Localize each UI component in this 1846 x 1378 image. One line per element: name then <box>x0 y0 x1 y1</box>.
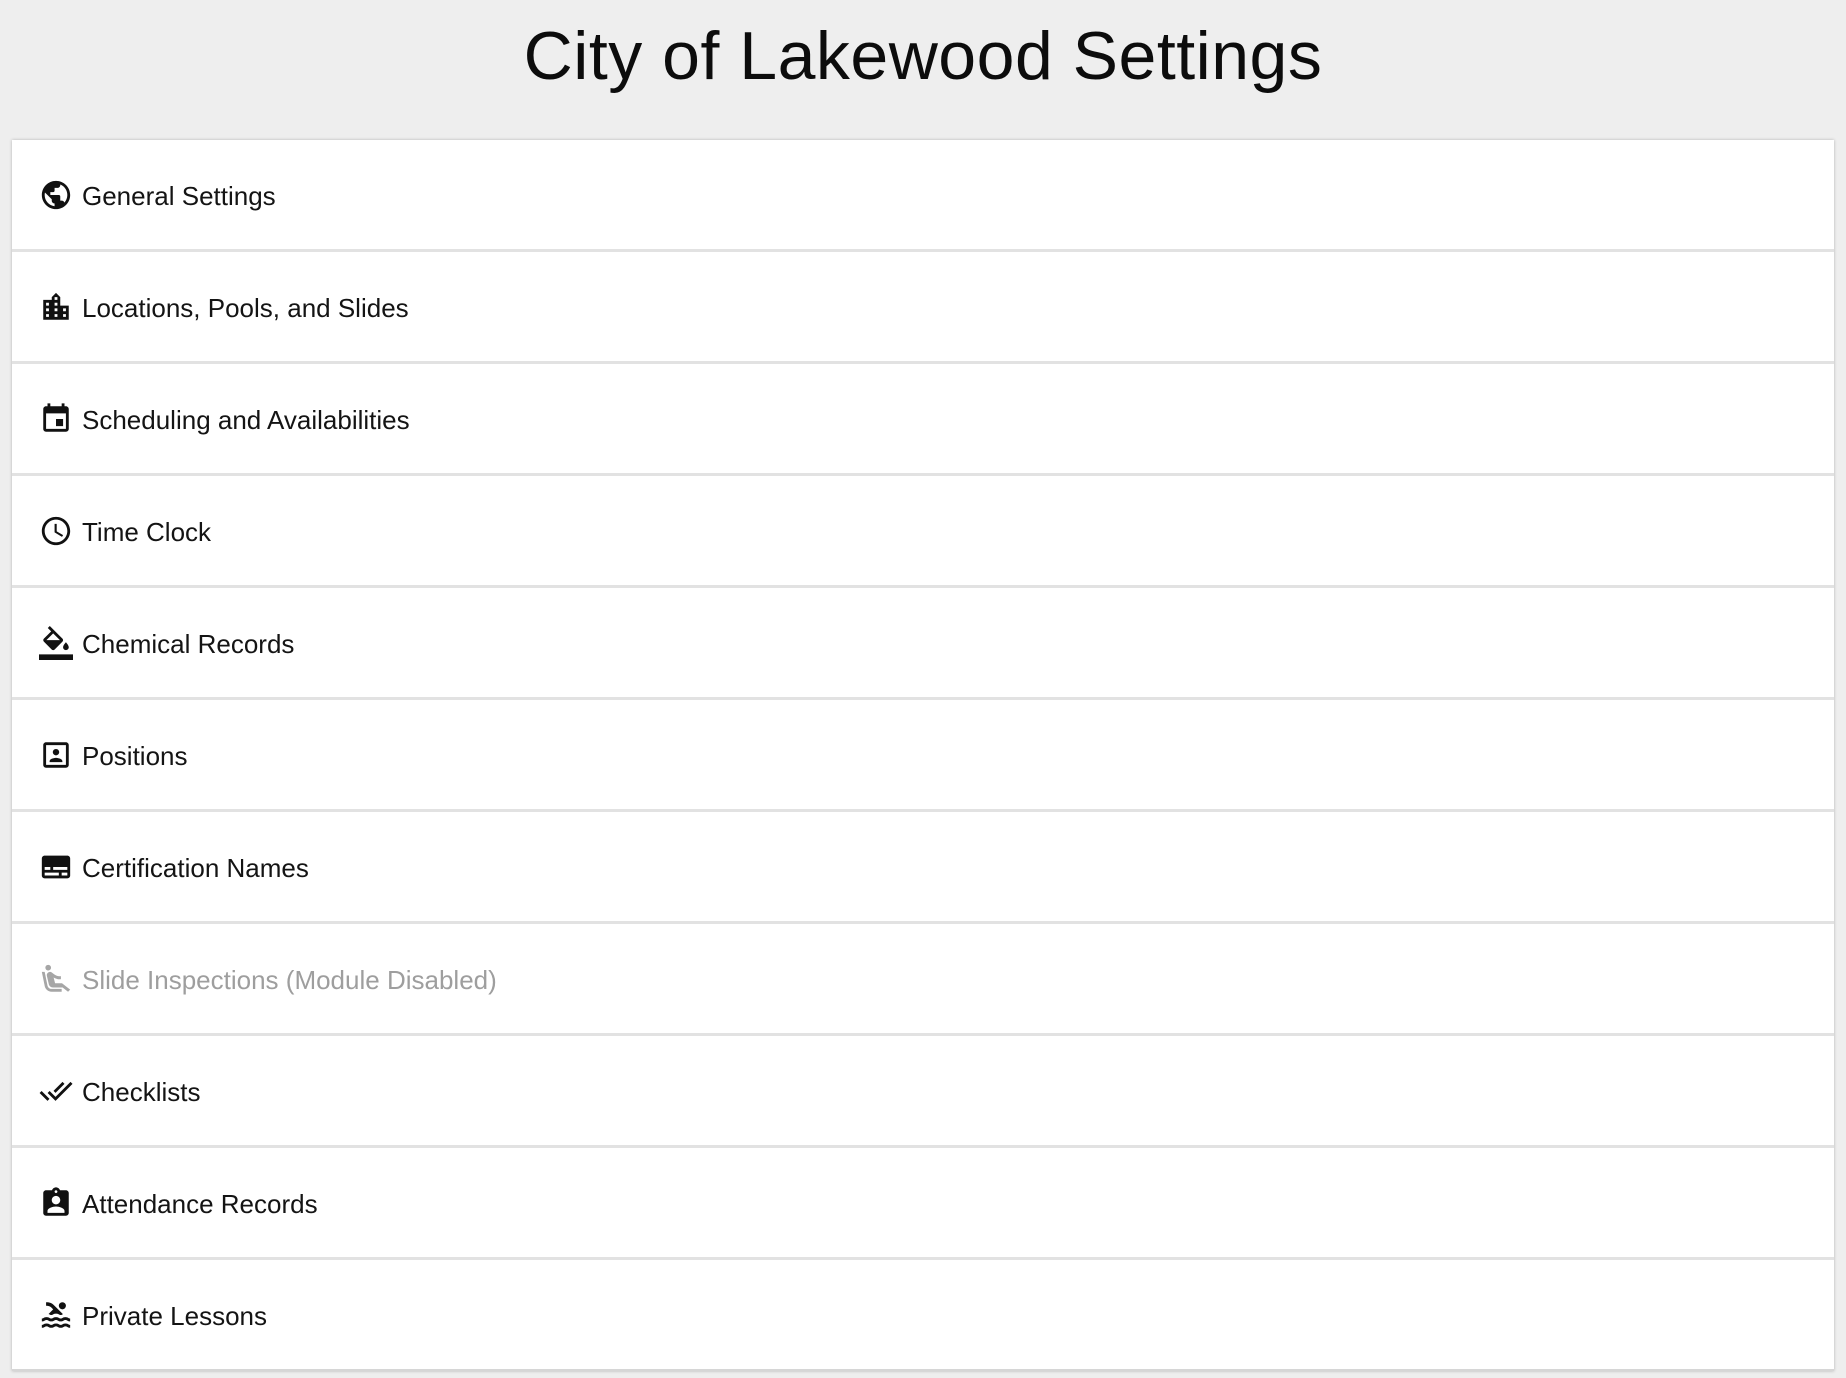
settings-item-attendance-records[interactable] <box>12 1148 1834 1260</box>
double-check-icon <box>36 1071 76 1111</box>
settings-item-checklists[interactable] <box>12 1036 1834 1148</box>
card-icon <box>36 847 76 887</box>
settings-item-positions[interactable] <box>12 700 1834 812</box>
settings-item-label: Positions <box>82 740 188 771</box>
settings-item-label: Scheduling and Availabilities <box>82 404 410 435</box>
city-buildings-icon <box>36 287 76 327</box>
settings-item-label: Attendance Records <box>82 1188 318 1219</box>
settings-item-label: Slide Inspections (Module Disabled) <box>82 964 497 995</box>
page-title: City of Lakewood Settings <box>523 18 1323 94</box>
settings-item-label: Checklists <box>82 1076 201 1107</box>
settings-item-locations[interactable] <box>12 252 1834 364</box>
settings-item-label: Certification Names <box>82 852 309 883</box>
calendar-icon <box>36 399 76 439</box>
settings-item-label: Locations, Pools, and Slides <box>82 292 409 323</box>
clipboard-person-icon <box>36 1183 76 1223</box>
seat-recline-icon <box>36 959 76 999</box>
settings-item-certification-names[interactable] <box>12 812 1834 924</box>
paint-bucket-icon <box>36 623 76 663</box>
settings-item-label: Time Clock <box>82 516 212 547</box>
settings-item-label: General Settings <box>82 180 276 211</box>
globe-icon <box>36 175 76 215</box>
settings-list <box>12 140 1834 1371</box>
settings-item-time-clock[interactable] <box>12 476 1834 588</box>
settings-item-general[interactable] <box>12 140 1834 252</box>
swimmer-icon <box>36 1295 76 1335</box>
settings-item-label: Private Lessons <box>82 1300 267 1331</box>
settings-item-private-lessons[interactable] <box>12 1260 1834 1371</box>
clock-icon <box>36 511 76 551</box>
settings-item-scheduling[interactable] <box>12 364 1834 476</box>
settings-item-slide-inspections <box>12 924 1834 1036</box>
portrait-icon <box>36 735 76 775</box>
settings-item-label: Chemical Records <box>82 628 295 659</box>
settings-item-chemical-records[interactable] <box>12 588 1834 700</box>
